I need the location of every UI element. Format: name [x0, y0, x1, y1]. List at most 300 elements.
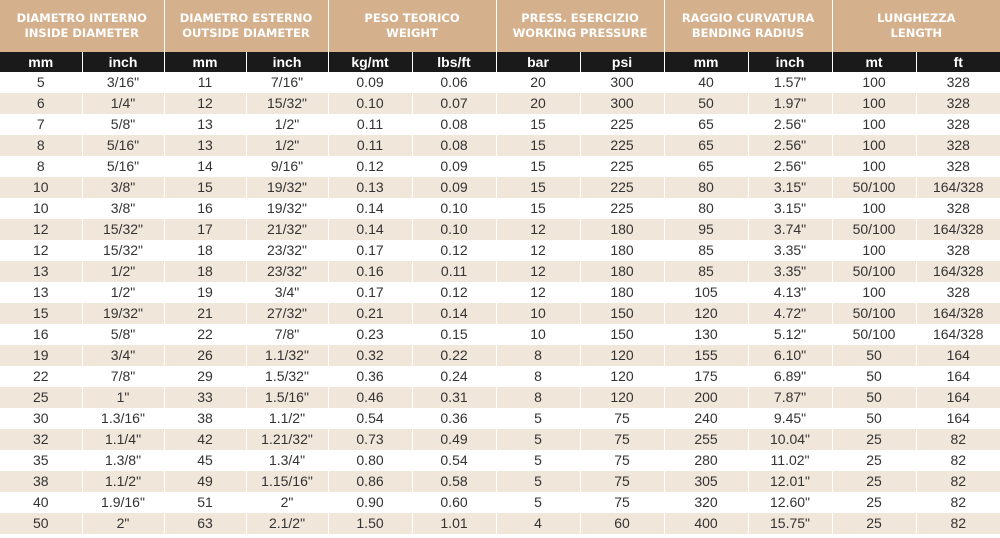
table-cell: 0.90 — [328, 492, 412, 513]
table-cell: 0.12 — [412, 282, 496, 303]
table-cell: 0.14 — [412, 303, 496, 324]
table-cell: 0.49 — [412, 429, 496, 450]
table-cell: 0.46 — [328, 387, 412, 408]
unit-header: inch — [82, 52, 164, 72]
table-cell: 95 — [664, 219, 748, 240]
table-cell: 10 — [496, 324, 580, 345]
table-cell: 1.1/4" — [82, 429, 164, 450]
table-cell: 1.21/32" — [246, 429, 328, 450]
table-cell: 2.56" — [748, 114, 832, 135]
table-cell: 240 — [664, 408, 748, 429]
table-row — [0, 345, 1000, 366]
table-cell: 400 — [664, 513, 748, 534]
table-cell: 255 — [664, 429, 748, 450]
table-cell: 40 — [0, 492, 82, 513]
table-cell: 1.1/2" — [82, 471, 164, 492]
table-row — [0, 156, 1000, 177]
unit-header: ft — [916, 52, 1000, 72]
table-cell: 100 — [832, 240, 916, 261]
table-cell: 5 — [496, 408, 580, 429]
table-cell: 17 — [164, 219, 246, 240]
unit-header: inch — [748, 52, 832, 72]
table-cell: 3.35" — [748, 261, 832, 282]
table-cell: 3.15" — [748, 198, 832, 219]
table-cell: 11 — [164, 72, 246, 93]
unit-header-row — [0, 52, 1000, 72]
table-cell: 10.04" — [748, 429, 832, 450]
table-cell: 0.60 — [412, 492, 496, 513]
table-cell: 75 — [580, 450, 664, 471]
table-cell: 225 — [580, 198, 664, 219]
table-row — [0, 72, 1000, 93]
table-cell: 164 — [916, 345, 1000, 366]
table-cell: 15 — [164, 177, 246, 198]
table-cell: 12 — [496, 219, 580, 240]
table-cell: 1.1/2" — [246, 408, 328, 429]
table-cell: 15.75" — [748, 513, 832, 534]
table-cell: 0.10 — [412, 198, 496, 219]
table-cell: 32 — [0, 429, 82, 450]
table-cell: 3.35" — [748, 240, 832, 261]
table-cell: 0.16 — [328, 261, 412, 282]
table-cell: 22 — [0, 366, 82, 387]
table-cell: 5/8" — [82, 114, 164, 135]
table-cell: 1.57" — [748, 72, 832, 93]
table-cell: 164 — [916, 366, 1000, 387]
table-cell: 1/2" — [246, 114, 328, 135]
table-cell: 100 — [832, 198, 916, 219]
table-cell: 328 — [916, 156, 1000, 177]
table-cell: 22 — [164, 324, 246, 345]
table-cell: 25 — [832, 450, 916, 471]
table-row — [0, 114, 1000, 135]
table-cell: 65 — [664, 135, 748, 156]
table-cell: 7 — [0, 114, 82, 135]
table-cell: 0.10 — [412, 219, 496, 240]
table-cell: 21 — [164, 303, 246, 324]
table-cell: 164/328 — [916, 177, 1000, 198]
table-row — [0, 429, 1000, 450]
table-cell: 120 — [580, 387, 664, 408]
table-cell: 19/32" — [246, 177, 328, 198]
table-cell: 15 — [0, 303, 82, 324]
unit-header: lbs/ft — [412, 52, 496, 72]
table-cell: 4 — [496, 513, 580, 534]
table-cell: 4.13" — [748, 282, 832, 303]
table-cell: 1/2" — [246, 135, 328, 156]
table-cell: 0.31 — [412, 387, 496, 408]
table-cell: 13 — [0, 282, 82, 303]
table-cell: 0.10 — [328, 93, 412, 114]
table-cell: 100 — [832, 114, 916, 135]
table-cell: 0.54 — [328, 408, 412, 429]
table-cell: 164/328 — [916, 219, 1000, 240]
table-cell: 12 — [496, 282, 580, 303]
table-cell: 100 — [832, 135, 916, 156]
table-cell: 12 — [496, 240, 580, 261]
table-row — [0, 198, 1000, 219]
table-cell: 0.09 — [412, 177, 496, 198]
table-cell: 3/4" — [246, 282, 328, 303]
table-cell: 45 — [164, 450, 246, 471]
table-cell: 8 — [496, 387, 580, 408]
table-cell: 19/32" — [82, 303, 164, 324]
group-header-outside-diameter: DIAMETRO ESTERNO OUTSIDE DIAMETER — [164, 0, 328, 52]
table-cell: 120 — [580, 345, 664, 366]
table-cell: 4.72" — [748, 303, 832, 324]
table-cell: 0.12 — [328, 156, 412, 177]
table-cell: 65 — [664, 114, 748, 135]
table-cell: 225 — [580, 114, 664, 135]
table-cell: 13 — [164, 135, 246, 156]
table-cell: 6.89" — [748, 366, 832, 387]
table-cell: 1/4" — [82, 93, 164, 114]
table-cell: 0.80 — [328, 450, 412, 471]
table-cell: 19 — [0, 345, 82, 366]
table-cell: 5/8" — [82, 324, 164, 345]
table-cell: 63 — [164, 513, 246, 534]
table-cell: 0.11 — [328, 114, 412, 135]
table-row — [0, 471, 1000, 492]
table-cell: 3.15" — [748, 177, 832, 198]
table-cell: 75 — [580, 429, 664, 450]
table-cell: 18 — [164, 240, 246, 261]
table-cell: 51 — [164, 492, 246, 513]
table-cell: 2.56" — [748, 156, 832, 177]
table-cell: 100 — [832, 93, 916, 114]
table-cell: 5 — [496, 492, 580, 513]
table-cell: 0.36 — [412, 408, 496, 429]
table-cell: 0.07 — [412, 93, 496, 114]
table-cell: 0.13 — [328, 177, 412, 198]
table-cell: 0.11 — [412, 261, 496, 282]
table-cell: 11.02" — [748, 450, 832, 471]
table-cell: 3/8" — [82, 198, 164, 219]
table-cell: 1.01 — [412, 513, 496, 534]
table-cell: 1.3/8" — [82, 450, 164, 471]
table-row — [0, 387, 1000, 408]
table-cell: 25 — [832, 513, 916, 534]
table-cell: 164/328 — [916, 261, 1000, 282]
table-cell: 75 — [580, 492, 664, 513]
table-cell: 30 — [0, 408, 82, 429]
table-cell: 1/2" — [82, 261, 164, 282]
table-cell: 19/32" — [246, 198, 328, 219]
table-row — [0, 219, 1000, 240]
table-cell: 0.23 — [328, 324, 412, 345]
table-cell: 300 — [580, 72, 664, 93]
table-cell: 20 — [496, 72, 580, 93]
table-cell: 7.87" — [748, 387, 832, 408]
table-cell: 1.3/4" — [246, 450, 328, 471]
table-cell: 50 — [832, 366, 916, 387]
table-cell: 18 — [164, 261, 246, 282]
table-cell: 8 — [0, 135, 82, 156]
table-cell: 100 — [832, 72, 916, 93]
group-header-row — [0, 0, 1000, 52]
table-cell: 5 — [496, 450, 580, 471]
table-cell: 5/16" — [82, 156, 164, 177]
table-cell: 0.54 — [412, 450, 496, 471]
table-cell: 2" — [246, 492, 328, 513]
table-cell: 3/4" — [82, 345, 164, 366]
table-cell: 1" — [82, 387, 164, 408]
table-cell: 23/32" — [246, 240, 328, 261]
table-cell: 328 — [916, 282, 1000, 303]
table-cell: 1.9/16" — [82, 492, 164, 513]
table-cell: 1.15/16" — [246, 471, 328, 492]
table-cell: 7/16" — [246, 72, 328, 93]
table-cell: 1.5/32" — [246, 366, 328, 387]
table-cell: 175 — [664, 366, 748, 387]
table-cell: 15 — [496, 135, 580, 156]
table-cell: 328 — [916, 93, 1000, 114]
table-cell: 0.06 — [412, 72, 496, 93]
table-cell: 0.73 — [328, 429, 412, 450]
table-cell: 0.36 — [328, 366, 412, 387]
table-cell: 1.97" — [748, 93, 832, 114]
table-cell: 12 — [0, 240, 82, 261]
table-cell: 5/16" — [82, 135, 164, 156]
table-cell: 40 — [664, 72, 748, 93]
table-cell: 12.60" — [748, 492, 832, 513]
table-row — [0, 303, 1000, 324]
table-cell: 8 — [496, 345, 580, 366]
unit-header: kg/mt — [328, 52, 412, 72]
table-cell: 5.12" — [748, 324, 832, 345]
unit-header: inch — [246, 52, 328, 72]
table-cell: 120 — [664, 303, 748, 324]
table-row — [0, 135, 1000, 156]
table-cell: 3.74" — [748, 219, 832, 240]
table-cell: 2" — [82, 513, 164, 534]
table-cell: 50/100 — [832, 177, 916, 198]
table-cell: 10 — [496, 303, 580, 324]
table-cell: 0.21 — [328, 303, 412, 324]
table-cell: 0.09 — [328, 72, 412, 93]
group-header-length: LUNGHEZZA LENGTH — [832, 0, 1000, 52]
unit-header: mm — [0, 52, 82, 72]
table-cell: 16 — [164, 198, 246, 219]
table-cell: 7/8" — [246, 324, 328, 345]
table-cell: 225 — [580, 135, 664, 156]
unit-header: mm — [664, 52, 748, 72]
table-cell: 320 — [664, 492, 748, 513]
table-cell: 80 — [664, 198, 748, 219]
table-cell: 280 — [664, 450, 748, 471]
table-cell: 180 — [580, 282, 664, 303]
table-cell: 0.14 — [328, 198, 412, 219]
table-cell: 5 — [496, 429, 580, 450]
table-cell: 50 — [832, 408, 916, 429]
table-cell: 164 — [916, 387, 1000, 408]
table-row — [0, 408, 1000, 429]
table-cell: 25 — [832, 429, 916, 450]
table-row — [0, 492, 1000, 513]
unit-header: mm — [164, 52, 246, 72]
group-header-inside-diameter: DIAMETRO INTERNO INSIDE DIAMETER — [0, 0, 164, 52]
table-cell: 50 — [664, 93, 748, 114]
table-cell: 180 — [580, 240, 664, 261]
table-cell: 13 — [164, 114, 246, 135]
table-row — [0, 450, 1000, 471]
table-cell: 15 — [496, 156, 580, 177]
table-cell: 12 — [164, 93, 246, 114]
table-cell: 328 — [916, 240, 1000, 261]
table-row — [0, 93, 1000, 114]
table-cell: 328 — [916, 135, 1000, 156]
table-cell: 16 — [0, 324, 82, 345]
table-row — [0, 366, 1000, 387]
unit-header: mt — [832, 52, 916, 72]
table-cell: 100 — [832, 156, 916, 177]
table-cell: 225 — [580, 156, 664, 177]
table-cell: 164 — [916, 408, 1000, 429]
table-cell: 50/100 — [832, 219, 916, 240]
table-cell: 15/32" — [82, 219, 164, 240]
table-cell: 0.08 — [412, 135, 496, 156]
table-cell: 27/32" — [246, 303, 328, 324]
table-cell: 328 — [916, 198, 1000, 219]
table-cell: 13 — [0, 261, 82, 282]
table-cell: 0.17 — [328, 240, 412, 261]
table-cell: 0.86 — [328, 471, 412, 492]
table-cell: 38 — [164, 408, 246, 429]
table-cell: 23/32" — [246, 261, 328, 282]
table-cell: 9/16" — [246, 156, 328, 177]
table-cell: 15 — [496, 114, 580, 135]
table-cell: 0.15 — [412, 324, 496, 345]
table-cell: 0.24 — [412, 366, 496, 387]
table-cell: 20 — [496, 93, 580, 114]
table-cell: 180 — [580, 261, 664, 282]
table-cell: 130 — [664, 324, 748, 345]
group-header-bending-radius: RAGGIO CURVATURA BENDING RADIUS — [664, 0, 832, 52]
table-cell: 0.32 — [328, 345, 412, 366]
table-cell: 82 — [916, 429, 1000, 450]
table-cell: 50 — [0, 513, 82, 534]
table-cell: 6 — [0, 93, 82, 114]
table-cell: 29 — [164, 366, 246, 387]
table-cell: 150 — [580, 303, 664, 324]
table-cell: 12.01" — [748, 471, 832, 492]
table-cell: 305 — [664, 471, 748, 492]
table-cell: 164/328 — [916, 324, 1000, 345]
table-cell: 10 — [0, 177, 82, 198]
table-cell: 35 — [0, 450, 82, 471]
table-cell: 85 — [664, 261, 748, 282]
table-cell: 1/2" — [82, 282, 164, 303]
table-cell: 5 — [496, 471, 580, 492]
unit-header: psi — [580, 52, 664, 72]
table-cell: 82 — [916, 513, 1000, 534]
table-cell: 50/100 — [832, 303, 916, 324]
table-cell: 15/32" — [246, 93, 328, 114]
table-body — [0, 72, 1000, 534]
table-cell: 60 — [580, 513, 664, 534]
table-cell: 25 — [0, 387, 82, 408]
table-cell: 15 — [496, 198, 580, 219]
table-cell: 164/328 — [916, 303, 1000, 324]
table-cell: 50 — [832, 345, 916, 366]
table-cell: 26 — [164, 345, 246, 366]
table-cell: 19 — [164, 282, 246, 303]
table-cell: 5 — [0, 72, 82, 93]
table-cell: 12 — [496, 261, 580, 282]
table-cell: 9.45" — [748, 408, 832, 429]
table-row — [0, 282, 1000, 303]
table-cell: 49 — [164, 471, 246, 492]
table-cell: 150 — [580, 324, 664, 345]
table-cell: 25 — [832, 492, 916, 513]
table-cell: 100 — [832, 282, 916, 303]
table-cell: 12 — [0, 219, 82, 240]
table-cell: 82 — [916, 492, 1000, 513]
table-cell: 2.56" — [748, 135, 832, 156]
table-cell: 105 — [664, 282, 748, 303]
table-cell: 0.22 — [412, 345, 496, 366]
table-cell: 33 — [164, 387, 246, 408]
table-cell: 1.5/16" — [246, 387, 328, 408]
table-cell: 200 — [664, 387, 748, 408]
table-cell: 328 — [916, 72, 1000, 93]
group-header-weight: PESO TEORICO WEIGHT — [328, 0, 496, 52]
table-cell: 0.09 — [412, 156, 496, 177]
table-cell: 1.3/16" — [82, 408, 164, 429]
table-row — [0, 513, 1000, 534]
table-cell: 0.11 — [328, 135, 412, 156]
table-cell: 328 — [916, 114, 1000, 135]
table-cell: 8 — [0, 156, 82, 177]
table-cell: 50 — [832, 387, 916, 408]
table-cell: 42 — [164, 429, 246, 450]
table-cell: 180 — [580, 219, 664, 240]
group-header-working-pressure: PRESS. ESERCIZIO WORKING PRESSURE — [496, 0, 664, 52]
table-cell: 50/100 — [832, 261, 916, 282]
table-cell: 0.17 — [328, 282, 412, 303]
table-cell: 82 — [916, 450, 1000, 471]
table-cell: 1.50 — [328, 513, 412, 534]
table-cell: 14 — [164, 156, 246, 177]
table-cell: 0.08 — [412, 114, 496, 135]
table-cell: 0.14 — [328, 219, 412, 240]
table-cell: 75 — [580, 408, 664, 429]
table-cell: 3/8" — [82, 177, 164, 198]
table-cell: 38 — [0, 471, 82, 492]
table-row — [0, 177, 1000, 198]
table-cell: 7/8" — [82, 366, 164, 387]
unit-header: bar — [496, 52, 580, 72]
table-row — [0, 240, 1000, 261]
table-cell: 21/32" — [246, 219, 328, 240]
table-cell: 15 — [496, 177, 580, 198]
table-cell: 300 — [580, 93, 664, 114]
table-cell: 85 — [664, 240, 748, 261]
table-cell: 8 — [496, 366, 580, 387]
table-cell: 2.1/2" — [246, 513, 328, 534]
table-cell: 0.12 — [412, 240, 496, 261]
table-cell: 0.58 — [412, 471, 496, 492]
table-row — [0, 261, 1000, 282]
table-cell: 65 — [664, 156, 748, 177]
table-cell: 25 — [832, 471, 916, 492]
table-cell: 75 — [580, 471, 664, 492]
table-row — [0, 324, 1000, 345]
table-cell: 225 — [580, 177, 664, 198]
table-cell: 15/32" — [82, 240, 164, 261]
table-cell: 120 — [580, 366, 664, 387]
table-cell: 6.10" — [748, 345, 832, 366]
